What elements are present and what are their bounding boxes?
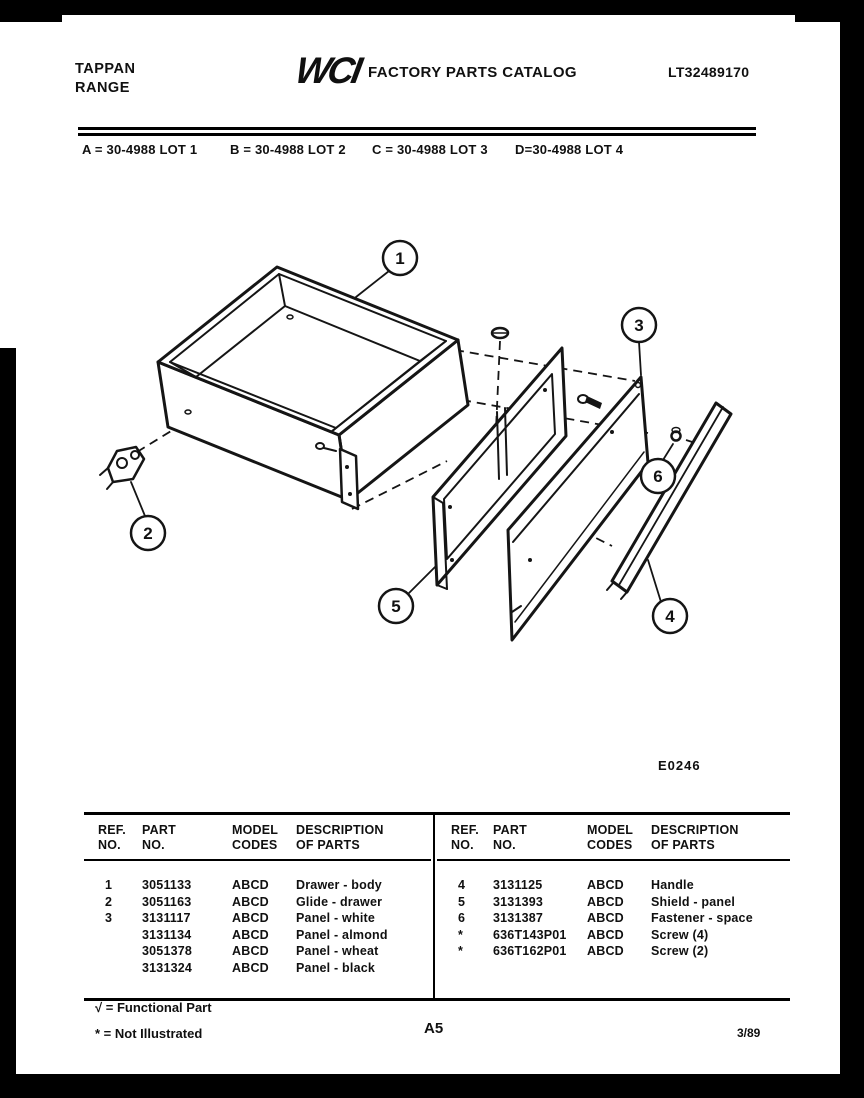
table-header-left (84, 815, 431, 861)
table-row: * 636T162P01 ABCD Screw (2) (458, 944, 709, 958)
callout-5-number: 5 (391, 597, 401, 616)
callout-3-number: 3 (634, 316, 644, 335)
callout-6-number: 6 (653, 467, 663, 486)
col-part: PART NO. (493, 823, 527, 852)
glide-drawing (100, 447, 144, 489)
table-row: 3 3131117 ABCD Panel - white (105, 911, 376, 925)
catalog-title: FACTORY PARTS CATALOG (368, 64, 577, 81)
col-model: MODEL CODES (587, 823, 634, 852)
callout-4 (648, 560, 687, 633)
table-row: 3051378 ABCD Panel - wheat (142, 944, 379, 958)
model-lot-a: A = 30-4988 LOT 1 (82, 142, 198, 157)
brand-line1: TAPPAN (75, 61, 136, 77)
callout-1-number: 1 (395, 249, 405, 268)
callout-2 (131, 482, 165, 550)
functional-part-note: √ = Functional Part (95, 1000, 212, 1015)
col-desc: DESCRIPTION OF PARTS (651, 823, 739, 852)
table-center-divider (433, 815, 435, 998)
brand-line2: RANGE (75, 80, 130, 96)
table-row: 2 3051163 ABCD Glide - drawer (105, 894, 383, 909)
col-ref: REF. NO. (451, 823, 479, 852)
screw-top-drawing (492, 328, 508, 338)
callout-4-number: 4 (665, 607, 675, 626)
parts-table (84, 812, 790, 1001)
table-body-right (437, 861, 790, 960)
col-part: PART NO. (142, 823, 176, 852)
screw-side-drawing (578, 395, 602, 409)
parts-table-right (437, 815, 790, 998)
parts-table-left (84, 815, 431, 998)
table-row: 1 3051133 ABCD Drawer - body (105, 878, 382, 892)
revision-date: 3/89 (737, 1026, 761, 1040)
table-row: 6 3131387 ABCD Fastener - space (458, 911, 753, 925)
not-illustrated-note: * = Not Illustrated (95, 1026, 203, 1041)
table-row: 4 3131125 ABCD Handle (458, 878, 694, 892)
callout-1 (356, 241, 417, 297)
col-desc: DESCRIPTION OF PARTS (296, 823, 384, 852)
drawer-body-drawing (158, 267, 468, 509)
table-body-left (84, 861, 431, 976)
col-ref: REF. NO. (98, 823, 126, 852)
col-model: MODEL CODES (232, 823, 279, 852)
model-lot-b: B = 30-4988 LOT 2 (230, 142, 346, 157)
model-lot-c: C = 30-4988 LOT 3 (372, 142, 488, 157)
fastener-drawing (672, 428, 681, 441)
callout-5 (379, 567, 435, 623)
table-row: 5 3131393 ABCD Shield - panel (458, 894, 736, 909)
table-header-right (437, 815, 790, 861)
page-code: A5 (424, 1020, 444, 1037)
callout-2-number: 2 (143, 524, 153, 543)
table-row: 3131324 ABCD Panel - black (142, 960, 376, 975)
figure-code: E0246 (658, 758, 701, 773)
table-row: * 636T143P01 ABCD Screw (4) (458, 927, 709, 942)
wci-logo: WCI (292, 50, 363, 91)
publication-number: LT32489170 (668, 64, 750, 80)
callout-3 (622, 308, 656, 375)
model-lot-d: D=30-4988 LOT 4 (515, 142, 624, 157)
table-row: 3131134 ABCD Panel - almond (142, 927, 388, 942)
